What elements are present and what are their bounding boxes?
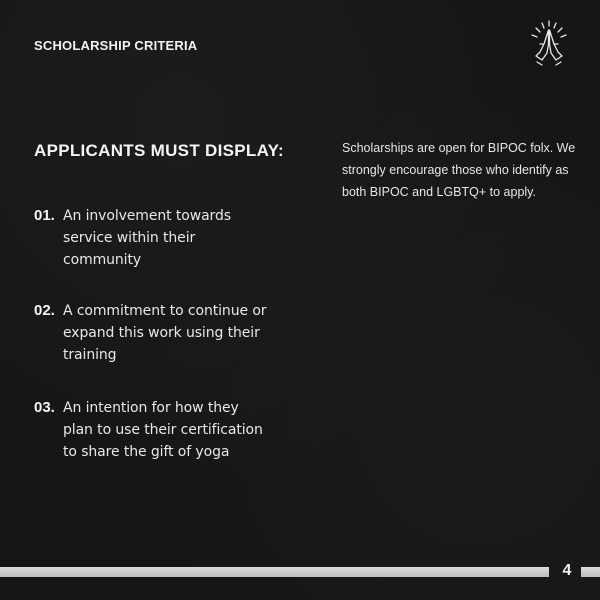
criterion-text: A commitment to continue or expand this work using their training [63,303,267,363]
criteria-heading: APPLICANTS MUST DISPLAY: [34,141,284,160]
criterion-number: 01. [34,207,55,224]
page-title: SCHOLARSHIP CRITERIA [34,38,198,53]
criterion-item [34,397,268,463]
criterion-item [34,205,268,271]
criterion-text: An intention for how they plan to use their certification to share the gift of yoga [63,400,263,460]
page-number: 4 [562,562,572,579]
criterion-text: An involvement towards service within their community [63,208,231,268]
criterion-number: 02. [34,302,55,319]
footer-bar [0,567,549,577]
footer-bar-end [581,567,600,577]
eligibility-note: Scholarships are open for BIPOC folx. We strongly encourage those who identify as both BIPOC and LGBTQ+ to apply. [342,141,576,199]
criterion-number: 03. [34,399,55,416]
criterion-item [34,300,268,366]
praying-hands-icon [530,20,568,66]
